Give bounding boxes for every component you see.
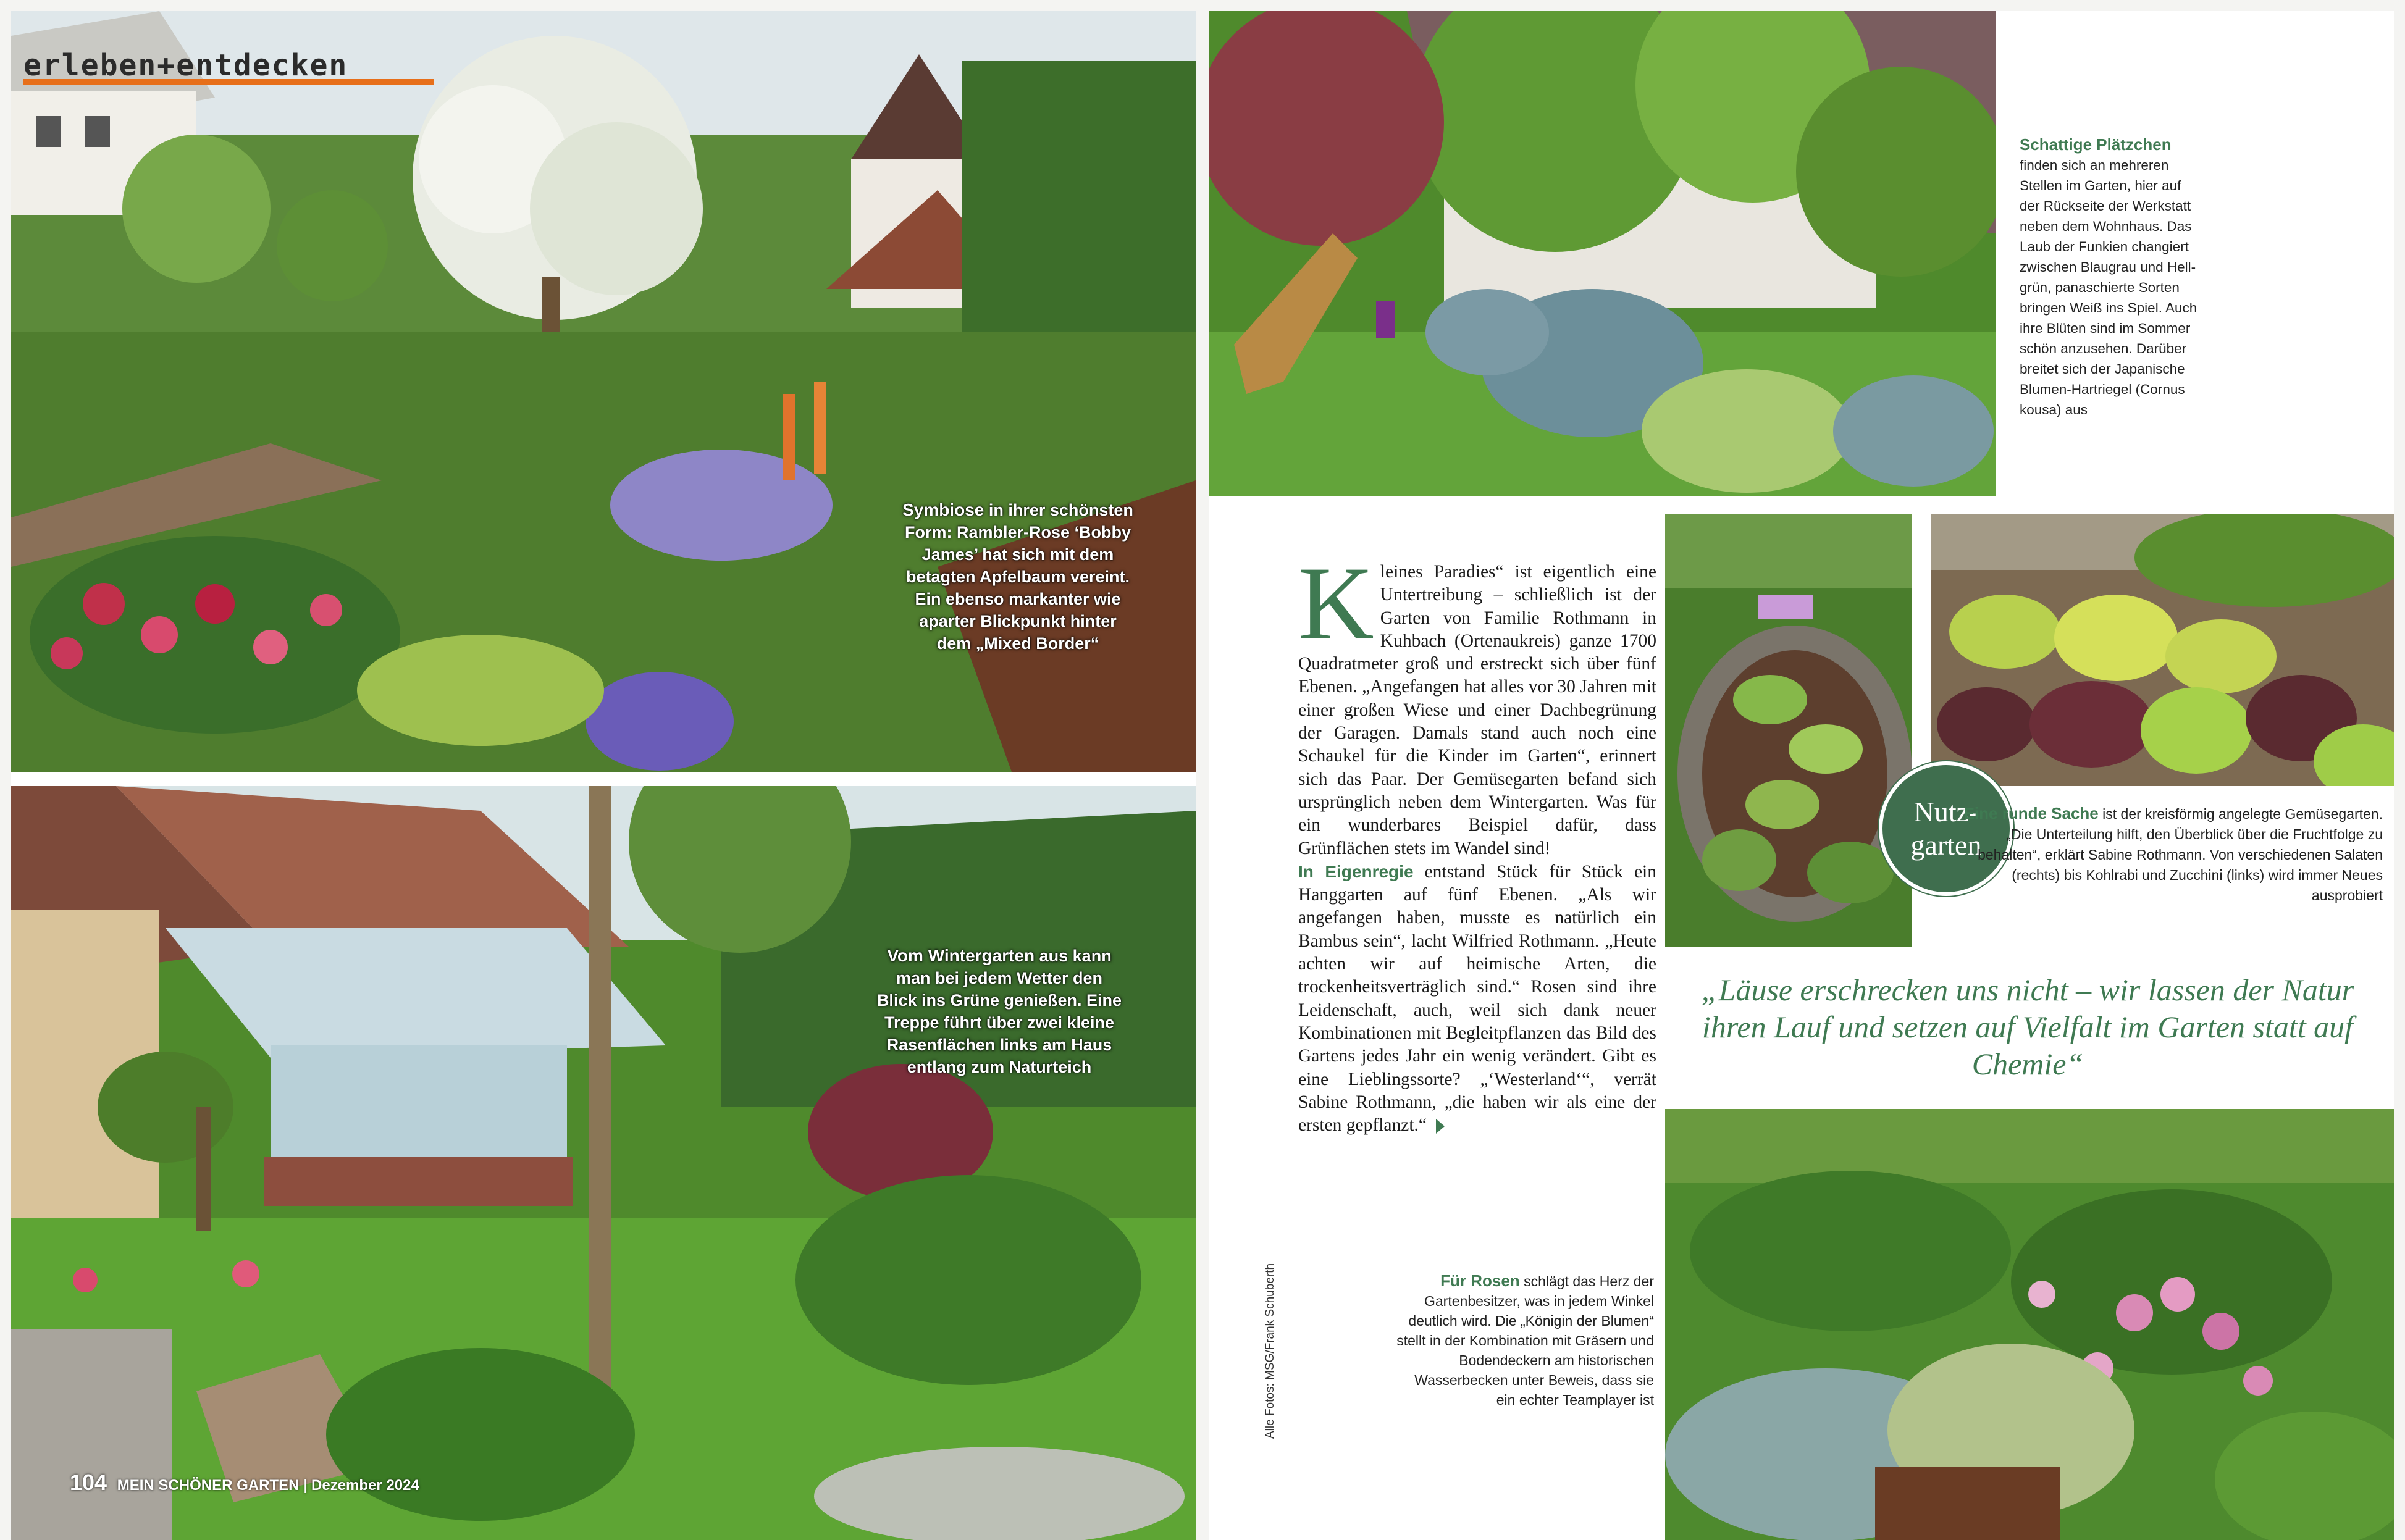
- caption-lead: Vom Wintergarten: [887, 946, 1035, 965]
- continue-arrow-icon: [1436, 1119, 1445, 1134]
- folio-separator: |: [303, 1477, 308, 1494]
- section-tag: erleben+entdecken: [23, 48, 348, 83]
- article-body: [1298, 545, 1657, 1137]
- photo-lettuce: [1931, 514, 2394, 786]
- photo-roses-basin: [1665, 1109, 2394, 1540]
- caption-text: ist der kreisförmig angelegte Gemüsegarten. „Die Unterteilung hilft, den Überblick über die Fruchtfolge zu behalten“, erklärt Sabine Rothmann. Von verschiedenen Salaten (rechts) bis Kohlrabi und Zucchini (links) wird immer Neues ausprobiert: [1978, 806, 2383, 903]
- page-folio: [70, 1470, 419, 1496]
- right-page: [1209, 11, 2394, 1540]
- photo-mixed-border: [11, 11, 1196, 772]
- pull-quote: „Läuse erschrecken uns nicht – wir lassen der Natur ihren Lauf und setzen auf Vielfalt im Garten statt auf Chemie“: [1701, 973, 2354, 1081]
- drop-cap: K: [1298, 545, 1374, 661]
- page-number: 104: [70, 1470, 107, 1495]
- caption-text: schlägt das Herz der Gartenbesitzer, was in jedem Winkel deutlich wird. Die „Königin der Blumen“ stellt in der Kombination mit Gräsern und Bodendeckern am historischen Wasserbecken unter Beweis, dass sie ein echter Teamplayer ist: [1396, 1273, 1654, 1408]
- article-paragraph-2: entstand Stück für Stück ein Hanggarten auf fünf Ebenen. „Als wir angefangen haben, musste es natürlich ein Bambus sein“, lacht Wilfried Rothmann. „Heute achten wir auf heimische Arten, die trockenheitsverträglich sind.“ Rosen sind ihre Leidenschaft, auch, weil sich dank neuer Kombinationen mit Begleitpflanzen das Bild des Gartens jedes Jahr ein wenig verändert. Gibt es eine Lieblingssorte? „‘Westerland‘“, verrät Sabine Rothmann, „die haben wir als eine der ersten gepflanzt.“: [1298, 861, 1657, 1136]
- photo-wintergarten: [11, 786, 1196, 1540]
- left-page: [11, 11, 1196, 1540]
- caption-shade: [2020, 135, 2205, 420]
- photo-credit: Alle Fotos: MSG/Frank Schuberth: [1264, 1263, 1277, 1439]
- caption-lead: Für Rosen: [1440, 1271, 1520, 1290]
- photo-shady-corner: [1209, 11, 1996, 496]
- caption-symbiose: [900, 499, 1135, 655]
- caption-text: aus kann man bei jedem Wetter den Blick ins Grüne genießen. Eine Treppe führt über zwei kleine Rasenflächen links am Haus entlang zum Naturteich: [876, 947, 1122, 1076]
- article-paragraph-1: leines Paradies“ ist eigentlich eine Untertreibung – schließlich ist der Garten von Familie Rothmann in Kuhbach (Ortenaukreis) ganze 1700 Quadratmeter groß und erstreckt sich über fünf Ebenen. „Angefangen hat alles vor 30 Jahren mit einer großen Wiese und einer Dachbegrünung der Garagen. Damals stand auch noch eine Schaukel für die Kinder im Garten“, erinnert sich das Paar. Der Gemüsegarten befand sich ursprünglich neben dem Wintergarten. Was für ein wunderbares Beispiel dafür, dass Grünflächen stets im Wandel sind!: [1298, 562, 1656, 858]
- caption-roses: [1395, 1271, 1654, 1410]
- caption-wintergarten: [876, 945, 1123, 1078]
- issue-date: Dezember 2024: [311, 1477, 419, 1494]
- caption-lead: Symbiose: [902, 500, 984, 519]
- magazine-name: MEIN SCHÖNER GARTEN: [117, 1477, 300, 1494]
- caption-text: in ihrer schönsten Form: Rambler-Rose ‘Bobby James’ hat sich mit dem betagten Apfelbaum vereint. Ein ebenso markanter wie aparter Blickpunkt hinter dem „Mixed Border“: [904, 501, 1133, 653]
- badge-line-2: garten: [1910, 829, 1982, 861]
- caption-round: [1950, 803, 2383, 906]
- article-subhead: In Eigenregie: [1298, 861, 1414, 881]
- caption-lead: Eine runde Sache: [1963, 804, 2099, 822]
- caption-lead: Schattige Plätzchen: [2020, 135, 2172, 154]
- badge-line-1: Nutz-: [1913, 796, 1979, 827]
- caption-text: finden sich an mehreren Stellen im Garten, hier auf der Rückseite der Werkstatt neben dem Wohnhaus. Das Laub der Funkien changiert zwischen Blaugrau und Hell-grün, panaschierte Sorten bringen Weiß ins Spiel. Auch ihre Blüten sind im Sommer schön anzusehen. Darüber breitet sich der Japanische Blumen-Hartriegel (Cornus kousa) aus: [2020, 157, 2197, 417]
- photo-vegetable-circle: [1665, 514, 1912, 947]
